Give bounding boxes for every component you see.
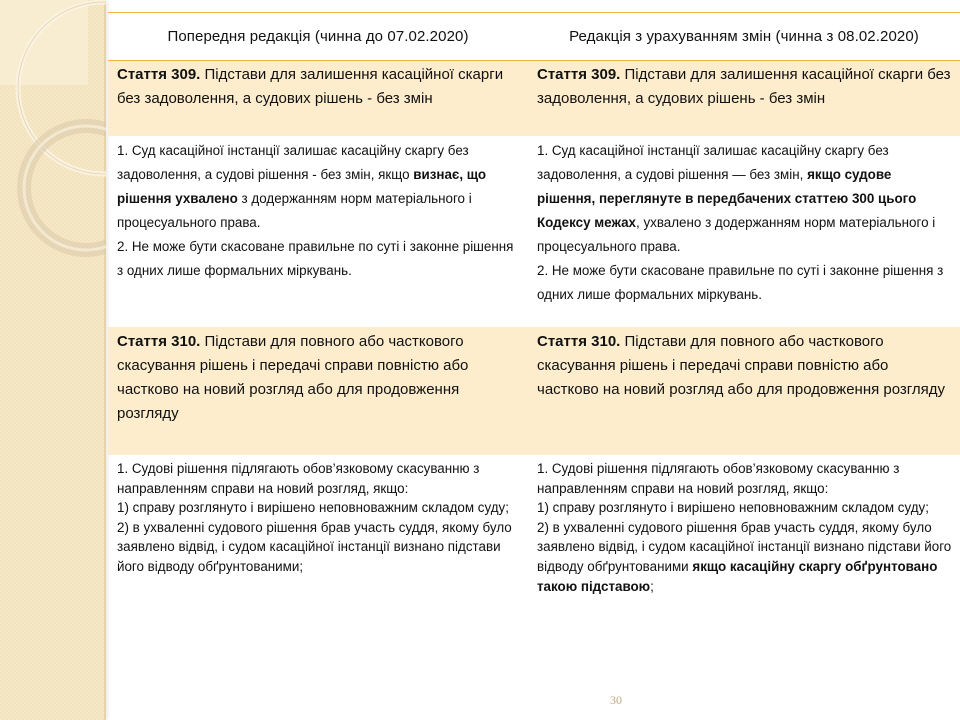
article-310-body-previous: [108, 457, 528, 657]
article-310-body-amended: [528, 457, 960, 657]
paragraph-2: 2. Не може бути скасоване правильне по суті і законне рішення з одних лише формальних міркувань.: [537, 263, 944, 302]
paragraph-3: [537, 518, 952, 596]
article-title-text: Підстави для повного або часткового скасування рішень і передачі справи повністю або частково на новий розгляд або для продовження розгляду: [117, 333, 469, 422]
paragraph-text: з додержанням норм матеріального і процесуального права.: [117, 191, 472, 230]
highlighted-text: якщо касаційну скаргу обґрунтовано такою підставою: [537, 558, 938, 594]
highlighted-text: якщо судове рішення, переглянуте в передбачених статтею 300 цього Кодексу межах: [537, 167, 917, 230]
article-number: Стаття 309.: [537, 66, 621, 83]
article-309-title-previous: [108, 61, 528, 136]
paragraph-text: 2) в ухваленні судового рішення брав участь суддя, якому було заявлено відвід, і судом касаційної інстанції визнано підстави його відводу обґрунтованими: [537, 519, 952, 574]
highlighted-text: визнає, що рішення ухвалено: [117, 167, 487, 206]
article-title-text: Підстави для повного або часткового скасування рішень і передачі справи повністю або частково на новий розгляд або для продовження розгляду: [537, 333, 946, 398]
page-number: 30: [610, 693, 622, 707]
paragraph-text: 1. Суд касаційної інстанції залишає касаційну скаргу без задоволення, а судові рішення — без змін,: [537, 143, 889, 182]
paragraph-1: 1. Судові рішення підлягають обов’язковому скасуванню з направленням справи на новий розгляд, якщо:: [117, 461, 480, 496]
article-309-body-previous: [108, 137, 528, 307]
paragraph-1: [537, 139, 952, 259]
paragraph-1: [117, 139, 520, 235]
article-310-title-amended: [528, 327, 960, 455]
paragraph-1: 1. Судові рішення підлягають обов’язковому скасуванню з направленням справи на новий розгляд, якщо:: [537, 461, 900, 496]
paragraph-3: 2) в ухваленні судового рішення брав участь суддя, якому було заявлено відвід, і судом касаційної інстанції визнано підстави його відводу обґрунтованими;: [117, 519, 512, 574]
paragraph-2: 1) справу розглянуто і вирішено неповноважним складом суду;: [537, 500, 929, 516]
article-309-title-amended: [528, 61, 960, 136]
paragraph-2: 2. Не може бути скасоване правильне по суті і законне рішення з одних лише формальних міркувань.: [117, 239, 514, 278]
article-number: Стаття 309.: [117, 66, 201, 83]
article-309-body-amended: [528, 137, 960, 307]
article-title-text: Підстави для залишення касаційної скарги без задоволення, а судових рішень - без змін: [537, 66, 951, 107]
column-header-previous: Попередня редакція (чинна до 07.02.2020): [167, 28, 469, 45]
paragraph-2: 1) справу розглянуто і вирішено неповноважним складом суду;: [117, 500, 509, 516]
comparison-table: [108, 0, 960, 720]
paragraph-text: ;: [650, 578, 654, 594]
article-number: Стаття 310.: [537, 333, 621, 350]
article-310-title-previous: [108, 327, 528, 455]
paragraph-text: 1. Суд касаційної інстанції залишає касаційну скаргу без задоволення, а судові рішення - без змін, якщо: [117, 143, 469, 182]
article-title-text: Підстави для залишення касаційної скарги без задоволення, а судових рішень - без змін: [117, 66, 504, 107]
paragraph-text: , ухвалено з додержанням норм матеріального і процесуального права.: [537, 215, 936, 254]
article-number: Стаття 310.: [117, 333, 201, 350]
column-header-amended: Редакція з урахуванням змін (чинна з 08.02.2020): [569, 28, 919, 45]
decorative-sidebar: [0, 0, 106, 720]
decorative-circles-icon: [0, 0, 106, 720]
